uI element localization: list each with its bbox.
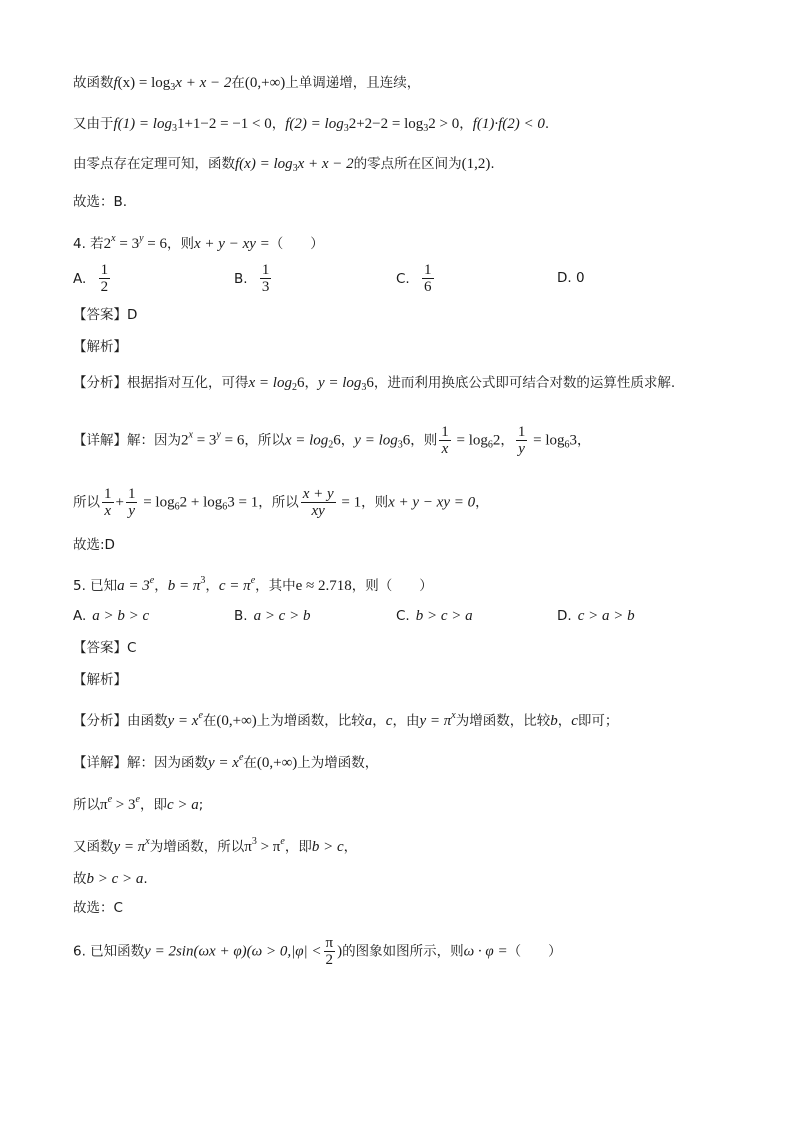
math: x + y − xy = (194, 236, 270, 252)
math: (0,+∞) (244, 75, 286, 91)
text: 又由于 (73, 116, 114, 132)
text: 故函数 (73, 75, 114, 91)
text: 上单调递增，且连续， (285, 75, 421, 91)
fraction: $\frac{1}{x}$ (441, 424, 449, 457)
math: x + x − 2 (175, 75, 232, 91)
fraction: $\frac{x + y}{xy}$ (302, 486, 334, 519)
question-5-detail: 【详解】解：因为函数$y = x^e$在(0,+∞)上为增函数， (73, 752, 379, 771)
math: 2 > 0 (428, 116, 460, 132)
math: f(1)·f(2) < 0 (472, 116, 545, 132)
option-d: D. 0 (557, 270, 585, 286)
math: (x) = log (117, 75, 171, 91)
math-sup: x (111, 233, 116, 244)
fraction: $\frac{1}{x}$ (104, 486, 112, 519)
text: ，则 (167, 236, 195, 252)
math: x + x − 2 (297, 156, 354, 172)
fraction: $\frac{1}{y}$ (127, 486, 136, 519)
option-a: A. $\frac{1}{2}$ (73, 262, 109, 295)
math-sup: y (139, 233, 144, 244)
text: 故选：B. (73, 194, 128, 210)
math-sub: 3 (423, 123, 429, 134)
question-5-step-1: 所以$\pi^e > 3^e$，即c > a; (73, 794, 204, 813)
text: ， (459, 116, 473, 132)
text-line-monotonic (73, 73, 420, 98)
option-d: D. c > a > b (557, 608, 635, 624)
analysis-label: 【解析】 (73, 339, 127, 355)
question-4-choice: 故选:D (73, 537, 115, 553)
answer-label: 【答案】D (73, 307, 138, 323)
text: （ ） (269, 236, 324, 252)
fraction: $\frac{1}{6}$ (424, 262, 432, 295)
text: . (490, 156, 495, 172)
option-b: B. a > c > b (234, 608, 311, 624)
option-b: B. $\frac{1}{3}$ (234, 262, 270, 295)
math: (1,2) (461, 156, 491, 172)
math-sub: 3 (170, 82, 176, 93)
analysis-label: 【解析】 (73, 672, 127, 688)
question-4-detail: 【详解】解：因为$2^x = 3^y = 6$，所以$x = \log_26$，$y = \log_36$，则 $\frac{1}{x}$ = $\log_62$， $\frac{1}{y}$ = $\log_63$， (73, 424, 591, 457)
fraction: $\frac{1}{y}$ (517, 424, 526, 457)
math: 2+2−2 = log (348, 116, 424, 132)
math: 2 (103, 236, 112, 252)
question-6-stem: 6. 已知函数y = 2sin(ωx + φ)(ω > 0,|φ| < $\frac{\pi}{2}$ )的图象如图所示，则ω · φ =（ ） (73, 935, 562, 968)
fraction: $\frac{1}{3}$ (261, 262, 270, 295)
question-4-stem (73, 229, 324, 254)
question-5-choice: 故选：C (73, 900, 123, 916)
option-c: C. b > c > a (396, 608, 473, 624)
text-line-values (73, 114, 549, 139)
fraction: $\frac{\pi}{2}$ (325, 935, 334, 968)
question-5-step-3: 故b > c > a. (73, 871, 148, 887)
math: f (113, 75, 118, 91)
question-5-analysis: 【分析】由函数$y = x^e$在(0,+∞)上为增函数，比较a，c，由$y = \pi^x$为增函数，比较b，c即可； (73, 710, 619, 729)
text-line-choice (73, 192, 127, 212)
fraction: $\frac{1}{2}$ (100, 262, 109, 295)
answer-label: 【答案】C (73, 640, 137, 656)
math: f(2) = log (285, 116, 344, 132)
math: = 3 (115, 236, 140, 252)
text: 的零点所在区间为 (353, 156, 462, 172)
text: . (544, 116, 550, 132)
text: 在 (231, 75, 245, 91)
question-5-step-2: 又函数$y = \pi^x$为增函数，所以$\pi^3 > \pi^e$，即b > c， (73, 836, 358, 855)
text: ， (271, 116, 286, 132)
math: 1+1−2 = −1 < 0 (176, 116, 272, 132)
option-c: C. $\frac{1}{6}$ (396, 262, 432, 295)
question-4-analysis: 【分析】根据指对互化，可得$x = \log_26$，$y = \log_36$，进而利用换底公式即可结合对数的运算性质求解. (73, 375, 676, 393)
text: 4. 若 (73, 236, 104, 252)
text-line-zero-theorem (73, 154, 495, 179)
text: 由零点存在定理可知，函数 (73, 156, 235, 172)
question-5-stem: 5. 已知$a = 3^e$，$b = \pi^3$，$c = \pi^e$，其中e ≈ 2.718，则（ ） (73, 575, 433, 594)
question-4-derivation: 所以 $\frac{1}{x}$ + $\frac{1}{y}$ = $\log_62 + \log_63 = 1$，所以 $\frac{x + y}{xy}$ = 1，则x + y − xy = 0， (73, 486, 489, 519)
math: = 6 (143, 236, 168, 252)
math: f(x) = log (235, 156, 293, 172)
math-sub: 3 (292, 163, 298, 174)
math-sub: 3 (171, 123, 177, 134)
option-a: A. a > b > c (73, 608, 150, 624)
math: f(1) = log (113, 116, 172, 132)
math-sub: 3 (343, 123, 349, 134)
